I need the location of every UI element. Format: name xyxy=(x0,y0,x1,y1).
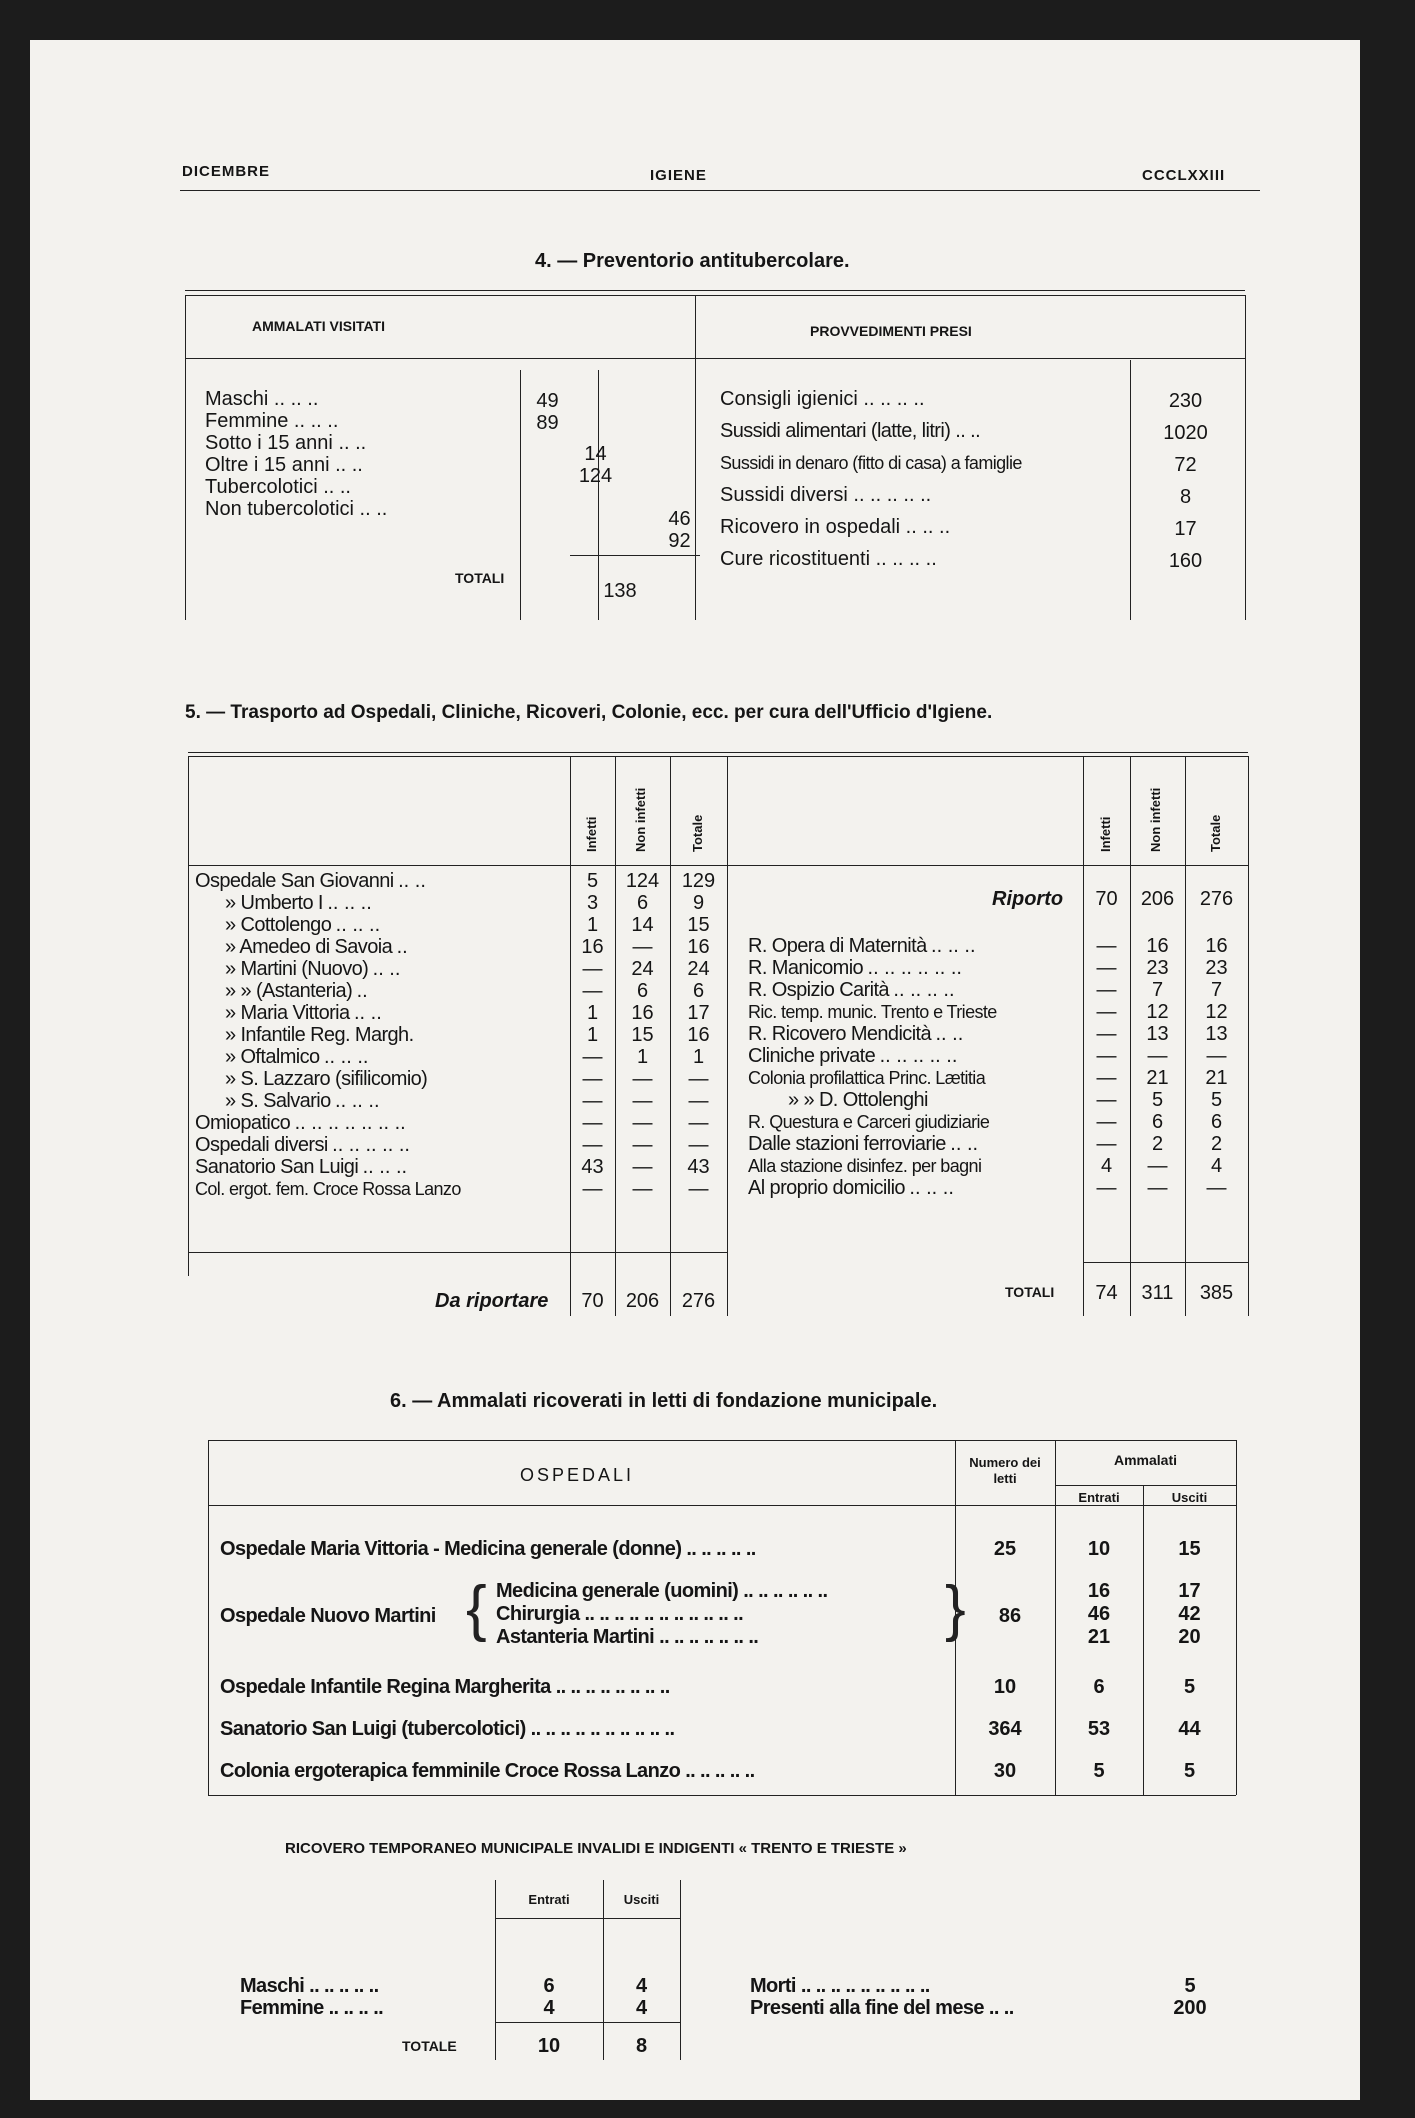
ricovero-totale-e: 10 xyxy=(537,2035,561,2057)
s4-row-femmine: Femmine .. .. .. xyxy=(205,410,339,432)
table-row: Cliniche private .. .. .. .. .. — — — xyxy=(748,1045,1227,1067)
s4-provv-5-val: 160 xyxy=(1168,550,1203,572)
s4-vline-mid xyxy=(695,295,696,620)
s6-martini-sub-2-e: 21 xyxy=(1087,1626,1111,1648)
s5-head-totale: Totale xyxy=(690,814,705,852)
s4-val-nontuberc: 92 xyxy=(668,530,691,552)
header-rule xyxy=(180,190,1260,191)
s6-row-colonia-e: 5 xyxy=(1093,1760,1105,1782)
s6-row-colonia-u: 5 xyxy=(1183,1760,1196,1782)
ricovero-morti-v: 5 xyxy=(1184,1975,1196,1997)
s5-totali-a: 74 xyxy=(1095,1282,1118,1304)
s5-top-rule xyxy=(188,752,1248,753)
s4-row-sotto: Sotto i 15 anni .. .. xyxy=(205,432,367,454)
s6-vline-left xyxy=(208,1440,209,1795)
table-row: » » D. Ottolenghi — 5 5 xyxy=(788,1089,1223,1111)
left-brace-icon: { xyxy=(466,1574,487,1643)
s6-sub-rule xyxy=(1055,1485,1236,1486)
s6-head-numero: Numero dei letti xyxy=(969,1455,1041,1486)
s4-vline-3 xyxy=(1130,360,1131,620)
ricovero-presenti: Presenti alla fine del mese .. .. xyxy=(750,1997,1014,2019)
s6-row-sanatorio-u: 44 xyxy=(1178,1718,1201,1740)
s4-row-oltre: Oltre i 15 anni .. .. xyxy=(205,454,363,476)
s5-da-riportare-b: 206 xyxy=(625,1290,660,1312)
s5-right-rows xyxy=(748,935,1248,1199)
table-row: R. Manicomio .. .. .. .. .. .. — 23 23 xyxy=(748,957,1228,979)
s6-martini-sub-1-u: 42 xyxy=(1178,1603,1201,1625)
s4-provv-2: Sussidi in denaro (fitto di casa) a famiglie xyxy=(720,453,1022,473)
s5-riporto-a: 70 xyxy=(1095,888,1118,910)
s4-row-maschi: Maschi .. .. .. xyxy=(205,388,319,410)
s6-top-rule xyxy=(208,1440,1236,1441)
table-row: Sanatorio San Luigi .. .. .. 43 — 43 xyxy=(195,1156,710,1178)
ricovero-maschi-e: 6 xyxy=(543,1975,555,1997)
section-6-title: 6. — Ammalati ricoverati in letti di fondazione municipale. xyxy=(390,1390,938,1412)
s4-val-oltre: 124 xyxy=(578,465,613,487)
s6-row-colonia: Colonia ergoterapica femminile Croce Rossa Lanzo .. .. .. .. .. xyxy=(220,1760,755,1782)
s6-head-entrati: Entrati xyxy=(1078,1490,1120,1505)
s5-vline-right xyxy=(1248,756,1249,1316)
s4-val-sotto: 14 xyxy=(584,443,607,465)
s4-row-nontuberc: Non tubercolotici .. .. xyxy=(205,498,388,520)
s6-row-infantile-e: 6 xyxy=(1093,1676,1105,1698)
s4-head-rule xyxy=(185,358,1245,359)
s5-right-sum-rule xyxy=(1083,1262,1248,1263)
s4-top-rule xyxy=(185,290,1245,291)
table-row: Ric. temp. munic. Trento e Trieste — 12 12 xyxy=(748,1001,1228,1023)
s5-riporto-b: 206 xyxy=(1140,888,1175,910)
table-row: Ospedale San Giovanni .. .. 5 124 129 xyxy=(195,870,716,892)
s4-vline-left xyxy=(185,295,186,620)
table-row: » Martini (Nuovo) .. .. — 24 24 xyxy=(225,958,710,980)
s4-provv-4: Ricovero in ospedali .. .. .. xyxy=(720,516,951,538)
s6-martini-sub-2: Astanteria Martini .. .. .. .. .. .. .. xyxy=(496,1626,759,1648)
s5-da-riportare-label: Da riportare xyxy=(435,1290,549,1312)
s6-row1-e: 10 xyxy=(1087,1538,1111,1560)
s4-right-head: PROVVEDIMENTI PRESI xyxy=(810,323,972,339)
s4-total-rule xyxy=(570,555,700,556)
s6-martini-letti: 86 xyxy=(998,1605,1022,1627)
document-page xyxy=(30,40,1360,2100)
s6-head-rule xyxy=(208,1505,1236,1506)
ricovero-totale-u: 8 xyxy=(635,2035,648,2057)
s5-head-totale-r: Totale xyxy=(1208,814,1223,852)
s6-row-colonia-letti: 30 xyxy=(993,1760,1017,1782)
s4-provv-4-val: 17 xyxy=(1174,518,1197,540)
s6-martini-sub-0: Medicina generale (uomini) .. .. .. .. .. .. xyxy=(496,1580,828,1602)
s4-val-femmine: 89 xyxy=(536,412,559,434)
ricovero-morti: Morti .. .. .. .. .. .. .. .. .. xyxy=(750,1975,930,1997)
ricovero-femmine-u: 4 xyxy=(635,1997,648,2019)
table-row: R. Ospizio Carità .. .. .. .. — 7 7 xyxy=(748,979,1223,1001)
s6-head-ospedali: OSPEDALI xyxy=(520,1465,635,1485)
s5-riporto-label: Riporto xyxy=(992,888,1064,910)
table-row: Colonia profilattica Princ. Lætitia — 21 21 xyxy=(748,1067,1228,1089)
s4-totali-value: 138 xyxy=(603,580,637,602)
s5-left-sum-rule xyxy=(188,1252,727,1253)
s4-val-tuberc: 46 xyxy=(668,508,691,530)
s5-top-rule-2 xyxy=(188,756,1248,757)
right-brace-icon: } xyxy=(945,1574,966,1643)
s6-row-sanatorio: Sanatorio San Luigi (tubercolotici) .. .. .. .. .. .. .. .. .. .. xyxy=(220,1718,675,1740)
s6-bottom-rule xyxy=(208,1795,1236,1796)
ricovero-vline-3 xyxy=(680,1880,681,2060)
ricovero-femmine-e: 4 xyxy=(543,1997,555,2019)
s5-da-riportare-a: 70 xyxy=(581,1290,604,1312)
s4-vline-right xyxy=(1245,295,1246,620)
s4-provv-0: Consigli igienici .. .. .. .. xyxy=(720,388,925,410)
s6-martini-label: Ospedale Nuovo Martini xyxy=(220,1605,436,1627)
table-row: » S. Salvario .. .. .. — — — xyxy=(225,1090,709,1112)
table-row: » Cottolengo .. .. .. 1 14 15 xyxy=(225,914,710,936)
s5-riporto-c: 276 xyxy=(1199,888,1234,910)
s6-row-infantile: Ospedale Infantile Regina Margherita .. .. .. .. .. .. .. .. xyxy=(220,1676,670,1698)
header-right: CCCLXXIII xyxy=(1142,167,1226,184)
s5-head-infetti: Infetti xyxy=(584,816,599,852)
table-row: » Amedeo di Savoia .. 16 — 16 xyxy=(225,936,710,958)
s6-head-ammalati: Ammalati xyxy=(1113,1452,1178,1468)
s6-martini-sub-0-u: 17 xyxy=(1178,1580,1201,1602)
s6-row-sanatorio-e: 53 xyxy=(1087,1718,1111,1740)
table-row: Ospedali diversi .. .. .. .. .. — — — xyxy=(195,1134,709,1156)
table-row: R. Opera di Maternità .. .. .. — 16 16 xyxy=(748,935,1228,957)
s5-vline-left xyxy=(188,756,189,1276)
s5-head-infetti-r: Infetti xyxy=(1098,816,1113,852)
ricovero-totale-label: TOTALE xyxy=(402,2038,457,2054)
table-row: R. Ricovero Mendicità .. .. — 13 13 xyxy=(748,1023,1228,1045)
table-row: Dalle stazioni ferroviarie .. .. — 2 2 xyxy=(748,1133,1223,1155)
s4-provv-1: Sussidi alimentari (latte, litri) .. .. xyxy=(720,420,981,442)
table-row: » Maria Vittoria .. .. 1 16 17 xyxy=(225,1002,710,1024)
s4-provv-3-val: 8 xyxy=(1179,486,1192,508)
table-row: R. Questura e Carceri giudiziarie — 6 6 xyxy=(748,1111,1223,1133)
table-row: » Infantile Reg. Margh. 1 15 16 xyxy=(225,1024,710,1046)
s5-totali-c: 385 xyxy=(1199,1282,1234,1304)
table-row: » » (Astanteria) .. — 6 6 xyxy=(225,980,705,1002)
s4-provv-1-val: 1020 xyxy=(1163,422,1208,444)
s4-provv-3: Sussidi diversi .. .. .. .. .. xyxy=(720,484,932,506)
s6-row1-letti: 25 xyxy=(993,1538,1017,1560)
s4-row-tuberc: Tubercolotici .. .. xyxy=(205,476,351,498)
table-row: Omiopatico .. .. .. .. .. .. .. — — — xyxy=(195,1112,709,1134)
table-row: Al proprio domicilio .. .. .. — — — xyxy=(748,1177,1227,1199)
s5-vline-mid xyxy=(727,756,728,1316)
s6-row-sanatorio-letti: 364 xyxy=(988,1718,1022,1740)
table-row: Col. ergot. fem. Croce Rossa Lanzo — — — xyxy=(195,1178,709,1200)
s5-head-noninfetti: Non infetti xyxy=(633,787,648,852)
s5-left-rows xyxy=(195,870,727,1200)
s4-val-maschi: 49 xyxy=(536,390,559,412)
table-row: » S. Lazzaro (sifilicomio) — — — xyxy=(225,1068,709,1090)
table-row: Alla stazione disinfez. per bagni 4 — 4 xyxy=(748,1155,1223,1177)
ricovero-femmine: Femmine .. .. .. .. xyxy=(240,1997,384,2019)
s5-totali-b: 311 xyxy=(1141,1282,1174,1304)
ricovero-presenti-v: 200 xyxy=(1173,1997,1207,2019)
s4-provv-5: Cure ricostituenti .. .. .. .. xyxy=(720,548,937,570)
s6-martini-sub-0-e: 16 xyxy=(1087,1580,1111,1602)
s6-martini-sub-2-u: 20 xyxy=(1178,1626,1201,1648)
s6-row1-u: 15 xyxy=(1178,1538,1201,1560)
header-center: IGIENE xyxy=(650,167,707,184)
s6-row-infantile-letti: 10 xyxy=(993,1676,1017,1698)
s5-head-noninfetti-r: Non infetti xyxy=(1148,787,1163,852)
table-row: » Umberto I .. .. .. 3 6 9 xyxy=(225,892,705,914)
section-5-title: 5. — Trasporto ad Ospedali, Cliniche, Ricoveri, Colonie, ecc. per cura dell'Ufficio d'Igiene. xyxy=(185,702,993,723)
ricovero-head-rule xyxy=(495,1918,680,1919)
s6-head-usciti: Usciti xyxy=(1171,1490,1208,1505)
section-4-title: 4. — Preventorio antitubercolare. xyxy=(535,250,850,272)
s4-top-rule-2 xyxy=(185,295,1245,296)
ricovero-maschi-u: 4 xyxy=(635,1975,648,1997)
ricovero-head-usciti: Usciti xyxy=(623,1892,660,1907)
header-left: DICEMBRE xyxy=(182,163,271,180)
s5-head-rule xyxy=(188,865,1248,866)
table-row: » Oftalmico .. .. .. — 1 1 xyxy=(225,1046,705,1068)
s6-martini-sub-1-e: 46 xyxy=(1087,1603,1111,1625)
s6-row-infantile-u: 5 xyxy=(1183,1676,1196,1698)
s5-da-riportare-c: 276 xyxy=(681,1290,716,1312)
s6-martini-sub-1: Chirurgia .. .. .. .. .. .. .. .. .. .. .. xyxy=(496,1603,744,1625)
s5-totali-label: TOTALI xyxy=(1005,1284,1055,1300)
ricovero-head-entrati: Entrati xyxy=(528,1892,570,1907)
ricovero-vline-1 xyxy=(495,1880,496,2060)
ricovero-maschi: Maschi .. .. .. .. .. xyxy=(240,1975,379,1997)
s4-left-head: AMMALATI VISITATI xyxy=(252,318,385,334)
ricovero-title: RICOVERO TEMPORANEO MUNICIPALE INVALIDI E INDIGENTI « TRENTO E TRIESTE » xyxy=(285,1840,907,1857)
s4-provv-2-val: 72 xyxy=(1174,454,1197,476)
s6-vline-right xyxy=(1236,1440,1237,1795)
s4-totali-label: TOTALI xyxy=(455,570,505,586)
ricovero-sum-rule xyxy=(495,2022,680,2023)
s4-provv-0-val: 230 xyxy=(1168,390,1203,412)
ricovero-vline-2 xyxy=(603,1880,604,2060)
s6-row1-label: Ospedale Maria Vittoria - Medicina generale (donne) .. .. .. .. .. xyxy=(220,1538,756,1560)
